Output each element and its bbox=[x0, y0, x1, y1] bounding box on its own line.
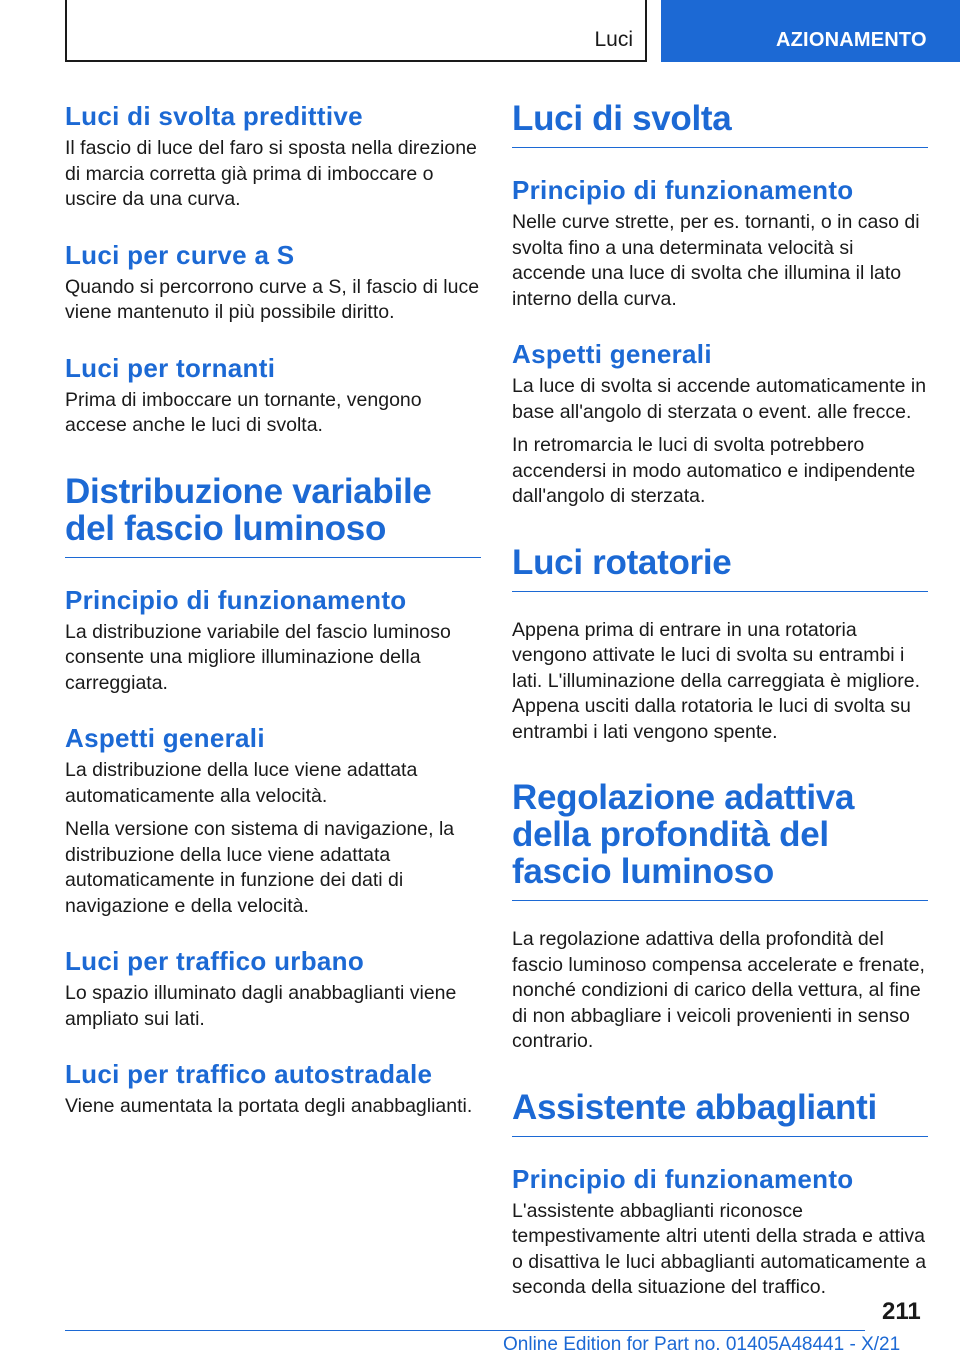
section-title: Luci bbox=[594, 28, 633, 51]
paragraph: Prima di imboccare un tornante, vengono accese anche le luci di svolta. bbox=[65, 388, 422, 436]
header-section-box bbox=[65, 0, 647, 62]
paragraph: Nelle curve strette, per es. tornanti, o in caso di svolta fino a una determinata velocità si accende una luce di svolta che illumina il lato interno della curva. bbox=[512, 211, 920, 310]
heading-principio: Principio di funzionamento bbox=[512, 175, 854, 205]
heading-curve-s: Luci per curve a S bbox=[65, 239, 295, 270]
chapter-tab bbox=[661, 0, 960, 62]
left-column bbox=[65, 100, 481, 1128]
paragraph: Viene aumentata la portata degli anabbaglianti. bbox=[65, 1095, 473, 1117]
section-title-regolazione: Regolazione adattiva della profondità del fascio luminoso bbox=[512, 779, 928, 901]
paragraph: Quando si percorrono curve a S, il fascio di luce viene mantenuto il più possibile diritto. bbox=[65, 275, 480, 323]
paragraph: La distribuzione della luce viene adattata automaticamente alla velocità. bbox=[65, 759, 418, 807]
section-title-assistente-abbaglianti: Assistente abbaglianti bbox=[512, 1089, 928, 1137]
section-title-luci-rotatorie: Luci rotatorie bbox=[512, 544, 928, 592]
footer-edition: Online Edition for Part no. 01405A48441 - X/21 bbox=[503, 1334, 901, 1355]
paragraph: La luce di svolta si accende automaticamente in base all'angolo di sterzata o event. alle frecce. bbox=[512, 375, 927, 423]
heading-principio: Principio di funzionamento bbox=[512, 1163, 854, 1194]
footer-divider bbox=[65, 1330, 865, 1331]
paragraph: L'assistente abbaglianti riconosce tempestivamente altri utenti della strada e attiva o disattiva le luci abbaglianti automaticamente a seconda della situazione del traffico. bbox=[512, 1199, 927, 1298]
section-title-distribuzione: Distribuzione variabile del fascio luminoso bbox=[65, 473, 481, 558]
heading-tornanti: Luci per tornanti bbox=[65, 352, 276, 383]
paragraph: Nella versione con sistema di navigazione, la distribuzione della luce viene adattata automaticamente in funzione dei dati di navigazione e della velocità. bbox=[65, 818, 455, 917]
paragraph: La regolazione adattiva della profondità del fascio luminoso compensa accelerate e frenate, nonché condizioni di carico della vettura, al fine di non abbagliare i veicoli provenienti in senso contrario. bbox=[512, 928, 925, 1052]
paragraph: Il fascio di luce del faro si sposta nella direzione di marcia corretta già prima di imboccare o uscire da una curva. bbox=[65, 137, 477, 210]
paragraph: Lo spazio illuminato dagli anabbaglianti viene ampliato sui lati. bbox=[65, 982, 457, 1030]
right-column bbox=[512, 100, 928, 1309]
heading-aspetti-generali: Aspetti generali bbox=[65, 723, 265, 753]
heading-traffico-autostradale: Luci per traffico autostradale bbox=[65, 1059, 433, 1089]
paragraph: La distribuzione variabile del fascio luminoso consente una migliore illuminazione della carreggiata. bbox=[65, 620, 451, 694]
heading-principio: Principio di funzionamento bbox=[65, 584, 407, 615]
page-number: 211 bbox=[882, 1298, 921, 1325]
section-title-luci-svolta: Luci di svolta bbox=[512, 100, 928, 148]
paragraph: In retromarcia le luci di svolta potrebbero accendersi in modo automatico e indipendente dall'angolo di sterzata. bbox=[512, 434, 916, 507]
paragraph: Appena prima di entrare in una rotatoria vengono attivate le luci di svolta su entrambi i lati. L'illuminazione della carreggiata è migliore. Appena usciti dalla rotatoria le luci di svolta su entrambi i lati vengono spente. bbox=[512, 618, 921, 743]
heading-aspetti-generali: Aspetti generali bbox=[512, 339, 712, 369]
chapter-title: AZIONAMENTO bbox=[776, 28, 927, 51]
heading-luci-svolta-predittive: Luci di svolta predittive bbox=[65, 101, 363, 131]
heading-traffico-urbano: Luci per traffico urbano bbox=[65, 946, 365, 976]
